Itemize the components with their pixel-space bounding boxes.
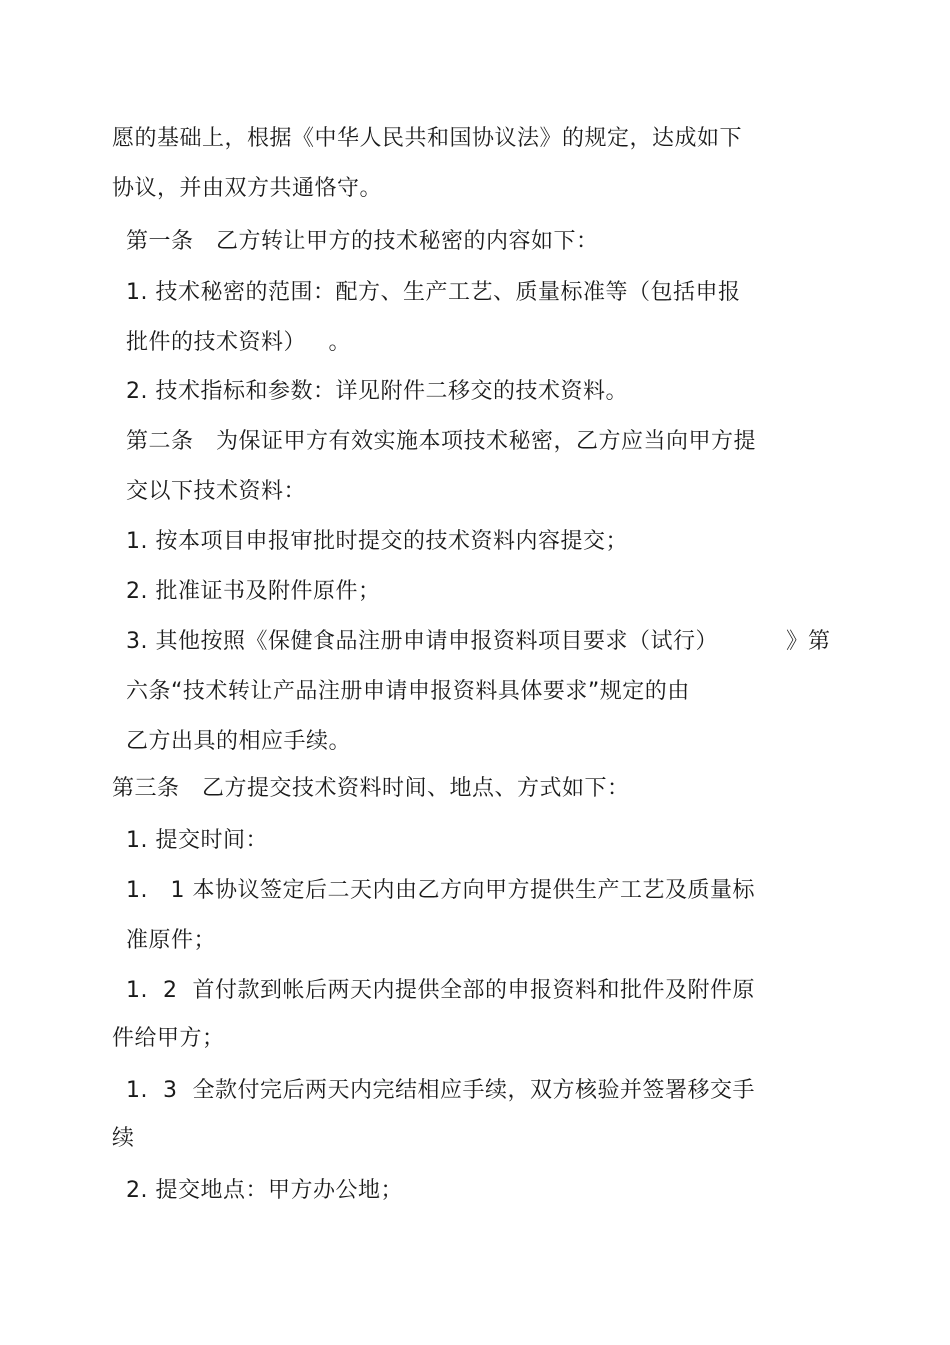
article-2-heading: 第二条 为保证甲方有效实施本项技术秘密，乙方应当向甲方提 bbox=[126, 429, 756, 454]
text-line: 协议，并由双方共通恪守。 bbox=[112, 176, 383, 201]
text-line: 六条“技术转让产品注册申请申报资料具体要求”规定的由 bbox=[126, 679, 690, 704]
article-1-heading: 第一条 乙方转让甲方的技术秘密的内容如下： bbox=[126, 229, 599, 254]
text-line: 乙方出具的相应手续。 bbox=[126, 729, 352, 754]
text-line: 2. 批准证书及附件原件； bbox=[126, 579, 381, 604]
text-line: 件给甲方； bbox=[112, 1026, 225, 1051]
text-line: 续 bbox=[112, 1126, 135, 1151]
article-3-heading: 第三条 乙方提交技术资料时间、地点、方式如下： bbox=[112, 776, 630, 801]
text-line: 1. 3 全款付完后两天内完结相应手续，双方核验并签署移交手 bbox=[126, 1078, 755, 1103]
text-line: 2. 提交地点：甲方办公地； bbox=[126, 1178, 403, 1203]
text-line: 2. 技术指标和参数：详见附件二移交的技术资料。 bbox=[126, 379, 628, 404]
text-line: 1. 提交时间： bbox=[126, 828, 268, 853]
text-line: 1. 技术秘密的范围：配方、生产工艺、质量标准等（包括申报 bbox=[126, 280, 741, 305]
text-line: 1. 按本项目申报审批时提交的技术资料内容提交； bbox=[126, 529, 628, 554]
text-line: 1. 1 本协议签定后二天内由乙方向甲方提供生产工艺及质量标 bbox=[126, 878, 755, 903]
text-line: 1. 2 首付款到帐后两天内提供全部的申报资料和批件及附件原 bbox=[126, 978, 755, 1003]
text-line: 准原件； bbox=[126, 928, 217, 953]
text-line: 交以下技术资料： bbox=[126, 479, 307, 504]
text-line: 3. 其他按照《保健食品注册申请申报资料项目要求（试行） bbox=[126, 629, 718, 654]
text-line: 批件的技术资料） 。 bbox=[126, 330, 351, 355]
text-line-tail: 》第 bbox=[786, 629, 831, 654]
text-line: 愿的基础上，根据《中华人民共和国协议法》的规定，达成如下 bbox=[112, 126, 743, 151]
